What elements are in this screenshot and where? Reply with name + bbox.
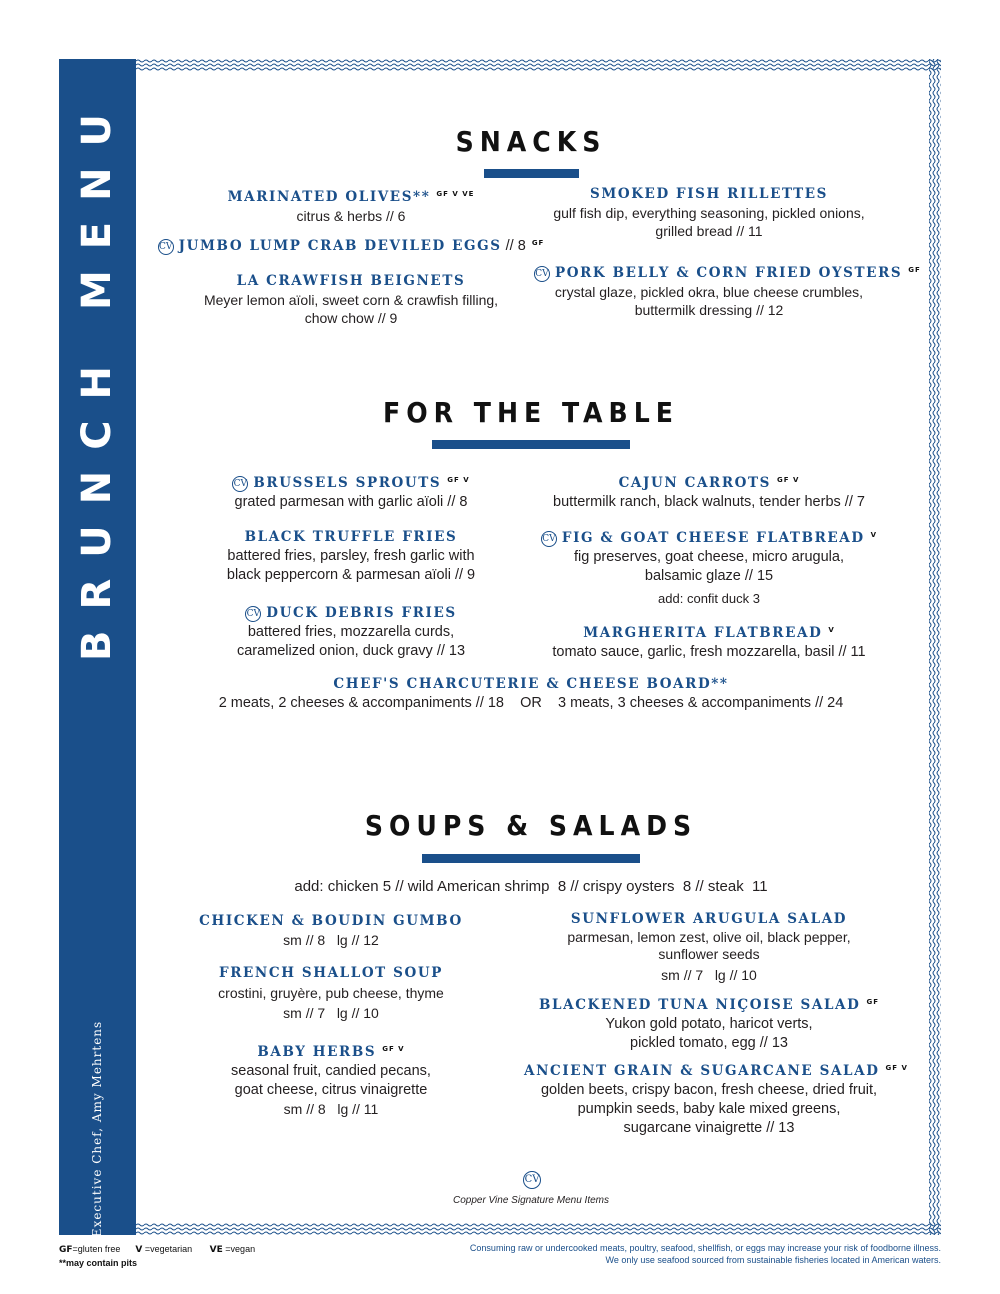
item-desc: seasonal fruit, candied pecans, bbox=[231, 1063, 431, 1079]
disclaimer bbox=[470, 1242, 941, 1266]
item-name: BABY HERBS bbox=[257, 1044, 377, 1060]
item-desc: pumpkin seeds, baby kale mixed greens, bbox=[577, 1101, 841, 1117]
diet-tags: GF V bbox=[777, 476, 800, 484]
item-name: BRUSSELS SPROUTS bbox=[253, 475, 442, 491]
item-french-shallot-soup bbox=[156, 964, 506, 1022]
legend-v-text: =vegetarian bbox=[144, 1244, 193, 1254]
section-underline bbox=[422, 854, 640, 863]
item-desc: sugarcane vinaigrette // 13 bbox=[623, 1120, 795, 1136]
diet-tags: GF V VE bbox=[436, 190, 475, 198]
item-desc: battered fries, parsley, fresh garlic with bbox=[227, 548, 475, 564]
item-desc: sm // 8 lg // 12 bbox=[283, 932, 379, 948]
legend-ve: VE bbox=[209, 1245, 223, 1255]
signature-icon: CV bbox=[523, 1171, 541, 1189]
item-desc: buttermilk ranch, black walnuts, tender herbs // 7 bbox=[553, 494, 865, 510]
legend-gf-text: =gluten free bbox=[72, 1244, 121, 1254]
item-desc: crostini, gruyère, pub cheese, thyme bbox=[218, 985, 444, 1001]
item-desc: black peppercorn & parmesan aïoli // 9 bbox=[226, 567, 476, 583]
menu-frame bbox=[136, 59, 941, 1235]
legend-ve-text: =vegan bbox=[225, 1244, 256, 1254]
section-underline bbox=[432, 440, 630, 449]
signature-icon: CV bbox=[534, 266, 550, 282]
legend-pits: **may contain pits bbox=[59, 1258, 138, 1268]
item-ancient-grain-salad bbox=[524, 1059, 908, 1138]
item-crab-deviled-eggs bbox=[156, 234, 546, 256]
item-name: MARGHERITA FLATBREAD bbox=[583, 625, 823, 641]
item-name: DUCK DEBRIS FRIES bbox=[266, 605, 457, 621]
item-desc: sm // 7 lg // 10 bbox=[661, 967, 757, 983]
disclaimer-line-2: We only use seafood sourced from sustainable fisheries located in American waters. bbox=[605, 1255, 941, 1265]
item-desc: tomato sauce, garlic, fresh mozzarella, basil // 11 bbox=[552, 644, 866, 660]
item-duck-debris-fries bbox=[156, 604, 546, 661]
item-desc: Meyer lemon aïoli, sweet corn & crawfish filling, bbox=[203, 292, 499, 308]
item-name: JUMBO LUMP CRAB DEVILED EGGS bbox=[178, 238, 502, 254]
item-desc: caramelized onion, duck gravy // 13 bbox=[236, 643, 466, 659]
item-name: PORK BELLY & CORN FRIED OYSTERS bbox=[555, 265, 903, 281]
signature-icon: CV bbox=[232, 476, 248, 492]
diet-tags: GF bbox=[866, 998, 879, 1006]
item-desc: fig preserves, goat cheese, micro arugula, bbox=[574, 549, 844, 565]
signature-note: Copper Vine Signature Menu Items bbox=[452, 1195, 609, 1206]
item-name: LA CRAWFISH BEIGNETS bbox=[236, 273, 466, 289]
diet-tags: V bbox=[828, 626, 835, 634]
diet-tags: GF V bbox=[382, 1045, 405, 1053]
soup-salad-addons: add: chicken 5 // wild American shrimp 8 // crispy oysters 8 // steak 11 bbox=[294, 878, 768, 895]
item-name: SUNFLOWER ARUGULA SALAD bbox=[570, 911, 848, 927]
signature-icon: CV bbox=[245, 606, 261, 622]
item-desc: grilled bread // 11 bbox=[655, 223, 763, 239]
item-name: CAJUN CARROTS bbox=[618, 475, 772, 491]
chef-credit: Executive Chef, Amy Mehrtens bbox=[90, 1020, 104, 1238]
item-desc: grated parmesan with garlic aïoli // 8 bbox=[234, 494, 468, 510]
diet-tags: GF bbox=[531, 239, 545, 247]
item-desc: crystal glaze, pickled okra, blue cheese crumbles, bbox=[554, 284, 864, 300]
item-desc: 2 meats, 2 cheeses & accompaniments // 18 OR 3 meats, 3 cheeses & accompaniments // 24 bbox=[218, 695, 844, 711]
item-desc: sunflower seeds bbox=[658, 946, 760, 962]
item-name: SMOKED FISH RILLETTES bbox=[589, 186, 829, 202]
diet-tags: GF bbox=[908, 266, 921, 274]
item-fig-goat-cheese-flatbread bbox=[534, 526, 884, 608]
item-name: CHEF'S CHARCUTERIE & CHEESE BOARD** bbox=[333, 676, 729, 692]
item-price: // 8 bbox=[501, 238, 526, 254]
item-desc: sm // 7 lg // 10 bbox=[283, 1005, 379, 1021]
diet-tags: GF V bbox=[885, 1064, 908, 1072]
item-black-truffle-fries bbox=[156, 528, 546, 585]
item-desc: citrus & herbs // 6 bbox=[296, 208, 406, 224]
legend-v: V bbox=[135, 1245, 143, 1255]
section-underline bbox=[484, 169, 579, 178]
diet-legend bbox=[59, 1244, 255, 1268]
item-chicken-boudin-gumbo bbox=[156, 912, 506, 949]
item-name: CHICKEN & BOUDIN GUMBO bbox=[199, 913, 463, 929]
item-name: ANCIENT GRAIN & SUGARCANE SALAD bbox=[524, 1063, 880, 1079]
item-name: BLACKENED TUNA NIÇOISE SALAD bbox=[539, 997, 861, 1013]
signature-icon: CV bbox=[541, 531, 557, 547]
item-baby-herbs bbox=[156, 1040, 506, 1118]
item-name: BLACK TRUFFLE FRIES bbox=[244, 529, 458, 545]
item-blackened-tuna-salad bbox=[534, 993, 884, 1053]
item-desc: Yukon gold potato, haricot verts, bbox=[605, 1016, 813, 1032]
item-smoked-fish-rillettes bbox=[534, 185, 884, 240]
item-desc: goat cheese, citrus vinaigrette bbox=[234, 1082, 428, 1098]
sidebar-banner bbox=[59, 59, 136, 1238]
item-desc: pickled tomato, egg // 13 bbox=[630, 1035, 788, 1051]
item-margherita-flatbread bbox=[534, 621, 884, 662]
item-name: MARINATED OLIVES** bbox=[227, 189, 431, 205]
item-cajun-carrots bbox=[534, 471, 884, 512]
section-title-soups-salads: SOUPS & SALADS bbox=[364, 809, 698, 842]
section-title-snacks: SNACKS bbox=[455, 125, 607, 158]
item-brussels-sprouts bbox=[156, 471, 546, 512]
item-name: FRENCH SHALLOT SOUP bbox=[219, 965, 443, 981]
item-name: FIG & GOAT CHEESE FLATBREAD bbox=[561, 530, 865, 546]
item-crawfish-beignets bbox=[156, 272, 546, 327]
item-desc: golden beets, crispy bacon, fresh cheese, dried fruit, bbox=[540, 1082, 878, 1098]
item-desc: buttermilk dressing // 12 bbox=[634, 302, 784, 318]
section-title-for-the-table: FOR THE TABLE bbox=[383, 396, 679, 429]
item-addon: add: confit duck 3 bbox=[658, 591, 760, 606]
menu-title: BRUNCH MENU bbox=[74, 92, 120, 662]
diet-tags: V bbox=[870, 531, 878, 539]
item-desc: parmesan, lemon zest, olive oil, black pepper, bbox=[567, 929, 851, 945]
item-pork-belly-oysters bbox=[534, 261, 921, 319]
item-desc: chow chow // 9 bbox=[304, 310, 398, 326]
item-desc: balsamic glaze // 15 bbox=[644, 568, 774, 584]
signature-icon: CV bbox=[158, 239, 174, 255]
disclaimer-line-1: Consuming raw or undercooked meats, poultry, seafood, shellfish, or eggs may increase your risk of foodborne illness. bbox=[469, 1243, 941, 1253]
diet-tags: GF V bbox=[447, 476, 470, 484]
item-desc: sm // 8 lg // 11 bbox=[283, 1101, 379, 1117]
item-sunflower-arugula-salad bbox=[534, 910, 884, 984]
legend-gf: GF bbox=[59, 1245, 73, 1255]
item-charcuterie-board bbox=[136, 675, 926, 713]
item-desc: gulf fish dip, everything seasoning, pickled onions, bbox=[553, 205, 865, 221]
item-desc: battered fries, mozzarella curds, bbox=[247, 624, 455, 640]
item-marinated-olives bbox=[156, 185, 546, 225]
